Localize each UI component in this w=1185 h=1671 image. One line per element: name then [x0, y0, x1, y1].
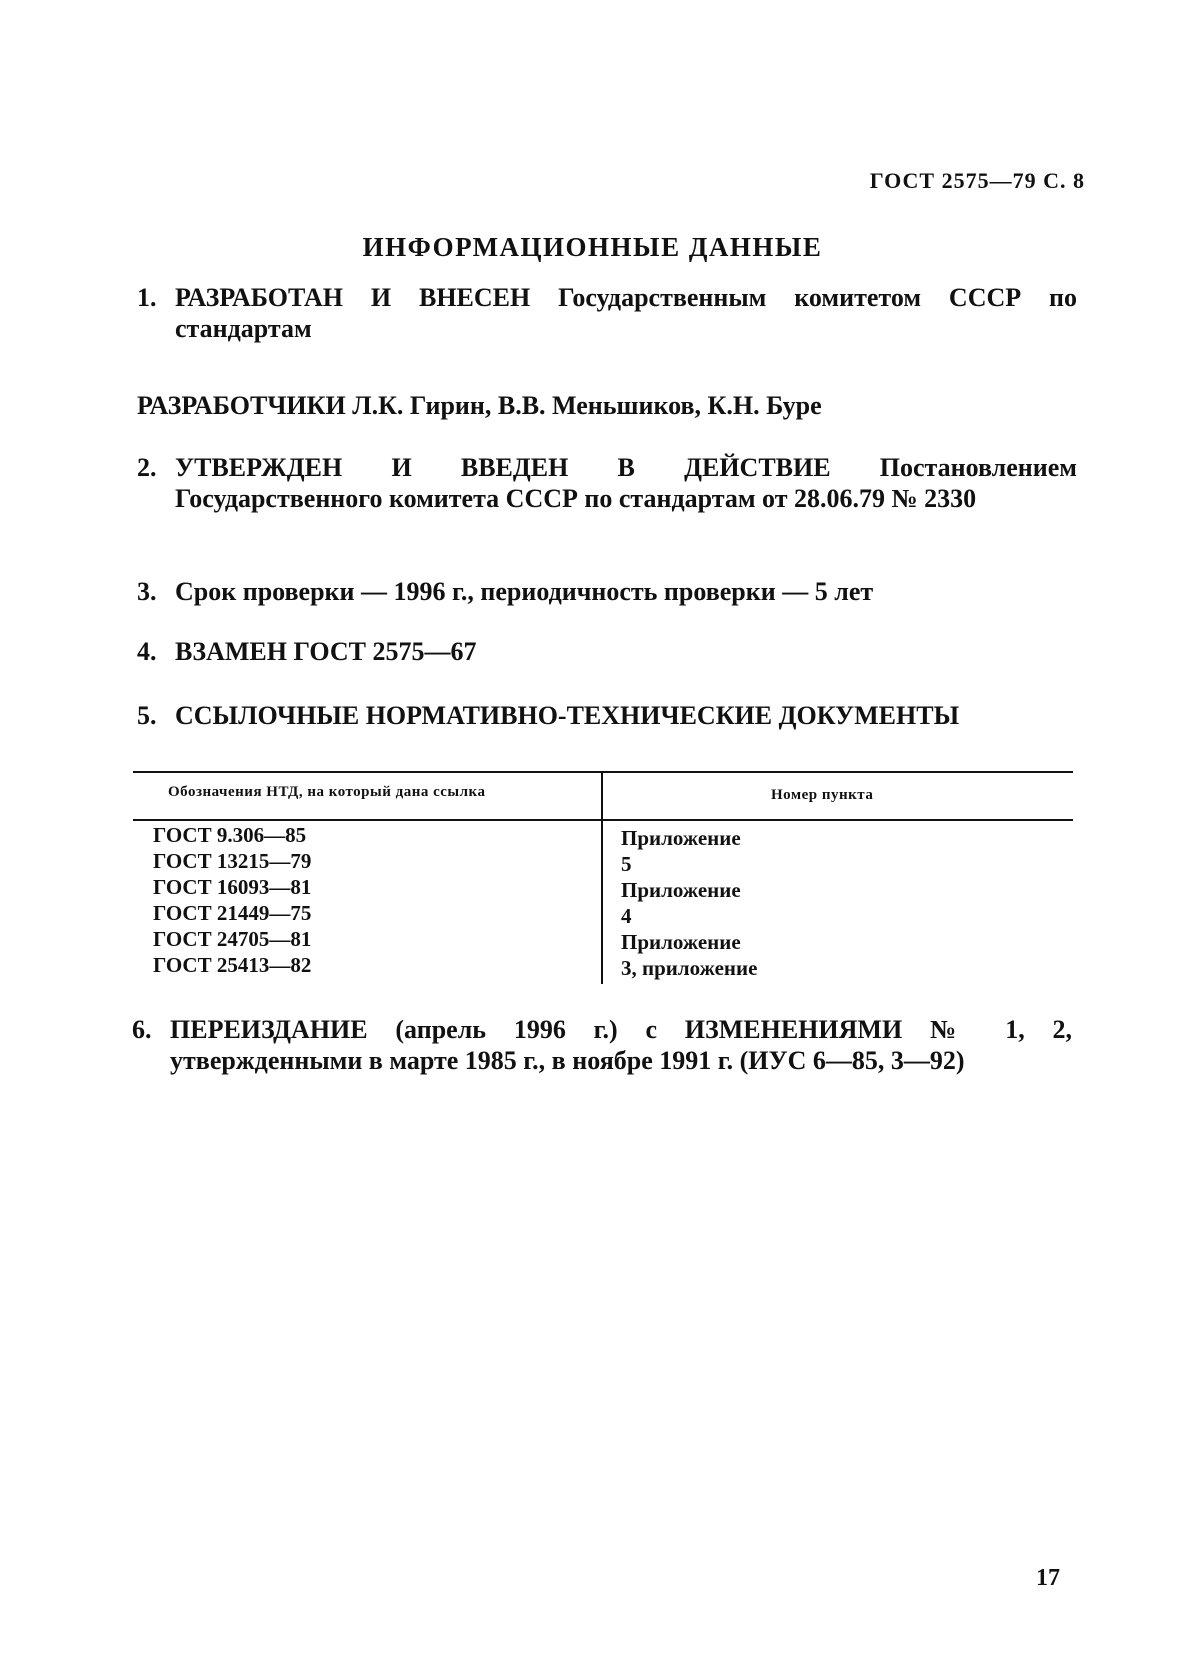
item-5 [137, 700, 1077, 731]
table-cell: ГОСТ 9.306—85 [153, 823, 307, 847]
item-number: 1. [137, 283, 157, 312]
table-header-designation: Обозначения НТД, на который дана ссылка [168, 784, 486, 800]
table-cell: ГОСТ 25413—82 [153, 953, 312, 977]
table-cell: 5 [621, 852, 632, 876]
item-number: 3. [137, 577, 157, 606]
table-cell: Приложение [621, 826, 741, 850]
item-6 [132, 1014, 1072, 1076]
table-cell: ГОСТ 24705—81 [153, 927, 312, 951]
table-cell: ГОСТ 21449—75 [153, 901, 312, 925]
item-text: ССЫЛОЧНЫЕ НОРМАТИВНО-ТЕХНИЧЕСКИЕ ДОКУМЕНТЫ [175, 701, 960, 730]
table-column-designation [153, 822, 311, 978]
developers-line: РАЗРАБОТЧИКИ Л.К. Гирин, В.В. Меньшиков, К.Н. Буре [137, 391, 822, 420]
item-text: РАЗРАБОТАН И ВНЕСЕН Государственным комитетом СССР по стандартам [175, 283, 1077, 343]
item-2 [137, 452, 1077, 514]
page-number: 17 [1036, 1565, 1060, 1591]
table-cell: Приложение [621, 878, 741, 902]
item-4 [137, 636, 1077, 667]
item-1 [137, 282, 1077, 344]
table-top-rule [133, 771, 1073, 773]
item-text: Срок проверки — 1996 г., периодичность проверки — 5 лет [175, 577, 874, 606]
table-cell: ГОСТ 16093—81 [153, 875, 312, 899]
item-text: ВЗАМЕН ГОСТ 2575—67 [175, 637, 477, 666]
table-cell: 4 [621, 904, 632, 928]
table-header-rule [133, 819, 1073, 821]
item-number: 2. [137, 453, 157, 482]
table-cell: Приложение [621, 930, 741, 954]
table-cell: 3, приложение [621, 956, 758, 980]
item-number: 4. [137, 637, 157, 666]
table-column-clause [621, 825, 757, 981]
document-header: ГОСТ 2575—79 С. 8 [869, 168, 1085, 193]
page-title: ИНФОРМАЦИОННЫЕ ДАННЫЕ [362, 232, 823, 262]
item-text: УТВЕРЖДЕН И ВВЕДЕН В ДЕЙСТВИЕ Постановлением Государственного комитета СССР по стандартам от 28.06.79 № 2330 [175, 453, 1077, 513]
table-cell: ГОСТ 13215—79 [153, 849, 312, 873]
item-number: 6. [132, 1015, 152, 1044]
item-3 [137, 576, 1077, 607]
item-number: 5. [137, 701, 157, 730]
table-header-clause: Номер пункта [771, 787, 874, 803]
table-column-divider [601, 771, 603, 984]
item-text: ПЕРЕИЗДАНИЕ (апрель 1996 г.) с ИЗМЕНЕНИЯМИ № 1, 2, утвержденными в марте 1985 г., в ноябре 1991 г. (ИУС 6—85, 3—92) [170, 1015, 1072, 1075]
